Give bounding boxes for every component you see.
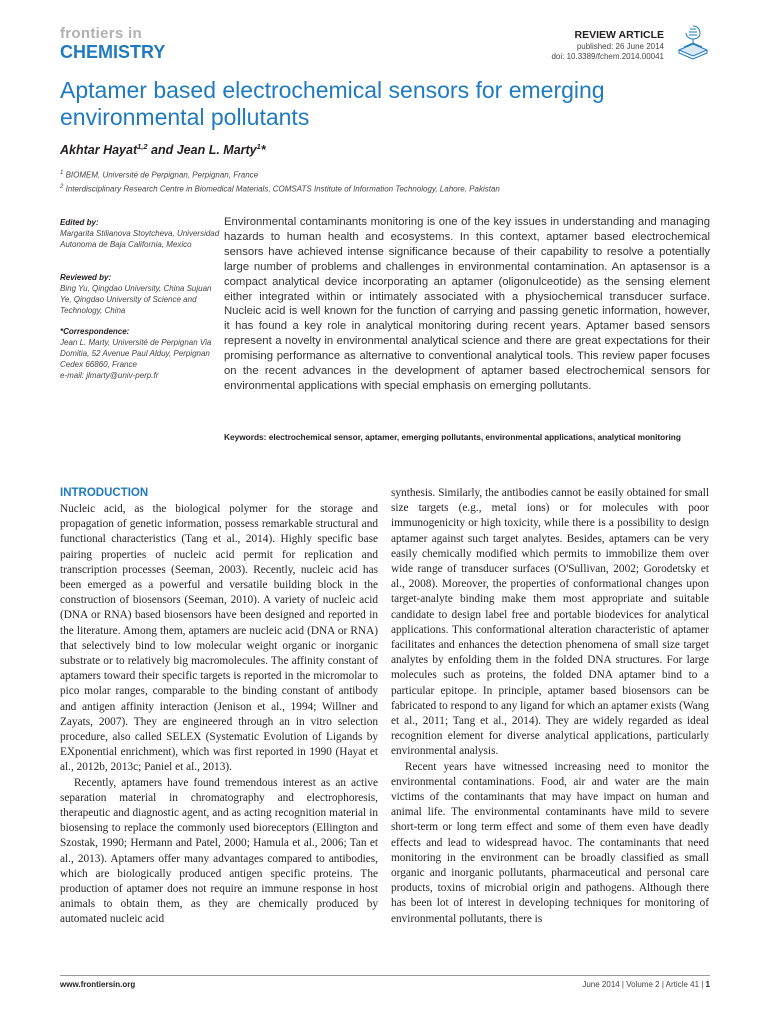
affiliation-number: 1 [60,170,64,176]
body-column-left [60,502,378,928]
journal-logo-bottom: CHEMISTRY [60,42,166,62]
authors [60,142,266,157]
publication-info [551,42,664,62]
body-column-right [391,486,709,927]
correspondence-label: *Correspondence: [60,327,130,336]
footer-divider [60,975,710,976]
editor-block [60,217,220,250]
section-heading: INTRODUCTION [60,487,149,499]
edited-by-text: Margarita Stilianova Stoytcheva, Universidad Autonoma de Baja California, Mexico [60,229,220,249]
affiliation-number: 2 [60,184,64,190]
correspondence-text: Jean L. Marty, Université de Perpignan Via Domitia, 52 Avenue Paul Alduy, Perpignan Cedex 66860, France [60,338,212,369]
author-name: Jean L. Marty [176,143,257,158]
edited-by-label: Edited by: [60,218,99,227]
reviewed-by-text: Bing Yu, Qingdao University, China Sujuan Ye, Qingdao University of Science and Technology, China [60,284,212,315]
journal-logo-top: frontiers in [60,25,142,42]
author-affiliation-mark: 1 [256,142,261,151]
affiliation [60,168,258,181]
corresponding-mark: * [260,143,266,158]
correspondence-block [60,326,220,381]
published-date: published: 26 June 2014 [576,42,664,51]
affiliation [60,182,500,195]
author-name: Akhtar Hayat [60,143,138,158]
paragraph: Nucleic acid, as the biological polymer for the storage and propagation of genetic information, possess remarkable structural and functional characteristics (Tang et al., 2014). Highly specific base pairing properties of nucleic acid permit for replication and transcription processes (Seeman, 2003). Recently, nucleic acid has been emerged as a powerful and versatile building block in the construction of biosensors (Seeman, 2010). A variety of nucleic acid (DNA or RNA) based biosensors have been designed and reported in the literature. Among them, aptamers are nucleic acid (DNA or RNA) that selectively bind to low molecular weight organic or inorganic substrate or to relatively big macromolecules. The affinity constant of aptamers toward their specific targets is reported in the micromolar to pico molar ranges, comparable to the binding constant of antibody and antigen affinity interaction (Jenison et al., 1994; Willner and Zayats, 2007). They are engineered through an in vitro selection procedure, also called SELEX (Systematic Evolution of Ligands by EXponential enrichment), which was first reported in 1990 (Hayat et al., 2012b, 2013c; Paniel et al., 2013). [60,503,378,774]
article-title: Aptamer based electrochemical sensors for emerging environmental pollutants [60,77,605,130]
reviewed-by-label: Reviewed by: [60,273,112,282]
doi: doi: 10.3389/fchem.2014.00041 [551,52,664,61]
author-conjunction: and [147,143,177,158]
paragraph: Recently, aptamers have found tremendous interest as an active separation material in chromatography and electrophoresis, therapeutic and diagnostic agent, and as acting recognition material in biosensing to replace the commonly used bioreceptors (Ellington and Szostak, 1990; Hermann and Patel, 2000; Hamula et al., 2006; Tan et al., 2013). Aptamers offer many advantages compared to antibodies, which are biologically produced antigen specific proteins. The production of aptamer does not require an immune response in host animals to obtain them, as they are chemically produced by automated nucleic acid [60,776,378,926]
reviewer-block [60,272,220,316]
issue-info: June 2014 | Volume 2 | Article 41 | [582,980,706,989]
footer-issue-info [582,980,710,989]
paragraph: synthesis. Similarly, the antibodies cannot be easily obtained for small size targets (e.g., metal ions) or for molecules with poor immunogenicity or high toxicity, while there is a possibility to design aptamer against such target analytes. Besides, aptamers can be very easily chemically modified which permits to immobilize them over wide range of transducer surfaces (O'Sullivan, 2002; Gorodetsky et al., 2008). Moreover, the properties of conformational changes upon target-analyte binding make them most appropriate and suitable candidate to design label free and portable biodevices for analytical applications. This conformational alteration characteristic of aptamer facilitates and enhances the detection phenomena of small size target analytes by enfolding them in the folded DNA structures. For large molecules such as proteins, the folded DNA aptamer bind to a particular epitope. In principle, aptamer based biosensors can be fabricated to respond to any ligand for which an aptamer exists (Wang et al., 2011; Tang et al., 2014). They are widely regarded as ideal recognition element for diverse analytical applications, particularly environmental analysis. [391,487,709,758]
paragraph: Recent years have witnessed increasing need to monitor the environmental contaminations. Food, air and water are the main victims of the contaminants that may have impact on human and animal life. The environmental contaminants have mild to severe short-term or long term effect and some of them even have deadly effects and lead to widespread havoc. The contaminants that need monitoring in the environment can be broadly classified as small organic and inorganic pollutants, pharmaceutical and personal care products, toxins of microbial origin and pathogens. Although there has been lot of interest in developing techniques for monitoring of environmental pollutants, there is [391,760,709,925]
correspondence-email[interactable]: e-mail: jlmarty@univ-perp.fr [60,371,159,380]
abstract: Environmental contaminants monitoring is one of the key issues in understanding and managing hazards to human health and ecosystems. In this context, aptamer based electrochemical sensors have achieved intense significance because of their capability to resolve a potentially large number of problems and challenges in environmental contamination. An aptasensor is a compact analytical device incorporating an aptamer (oligonulceotide) as the sensing element either integrated within or intimately associated with a physiochemical transducer surface. Nucleic acid is well known for the function of carrying and passing genetic information, however, it has found a key role in analytical monitoring during recent years. Aptamer based sensors represent a novelty in environmental analytical science and there are great expectations for their promising performance as alternative to conventional analytical tools. This review paper focuses on the recent advances in the development of aptamer based electrochemical sensors for environmental applications with special emphasis on emerging pollutants. [224,216,710,392]
author-affiliation-mark: 1,2 [137,142,148,151]
affiliation-text: BIOMEM, Université de Perpignan, Perpignan, France [63,170,259,180]
keywords: Keywords: electrochemical sensor, aptamer, emerging pollutants, environmental applications, analytical monitoring [224,432,681,442]
footer-website[interactable]: www.frontiersin.org [60,980,136,989]
journal-emblem-icon [676,20,710,62]
page-number: 1 [705,980,710,989]
article-type: REVIEW ARTICLE [574,29,664,41]
affiliation-text: Interdisciplinary Research Centre in Biomedical Materials, COMSATS Institute of Information Technology, Lahore, Pakistan [63,184,500,194]
